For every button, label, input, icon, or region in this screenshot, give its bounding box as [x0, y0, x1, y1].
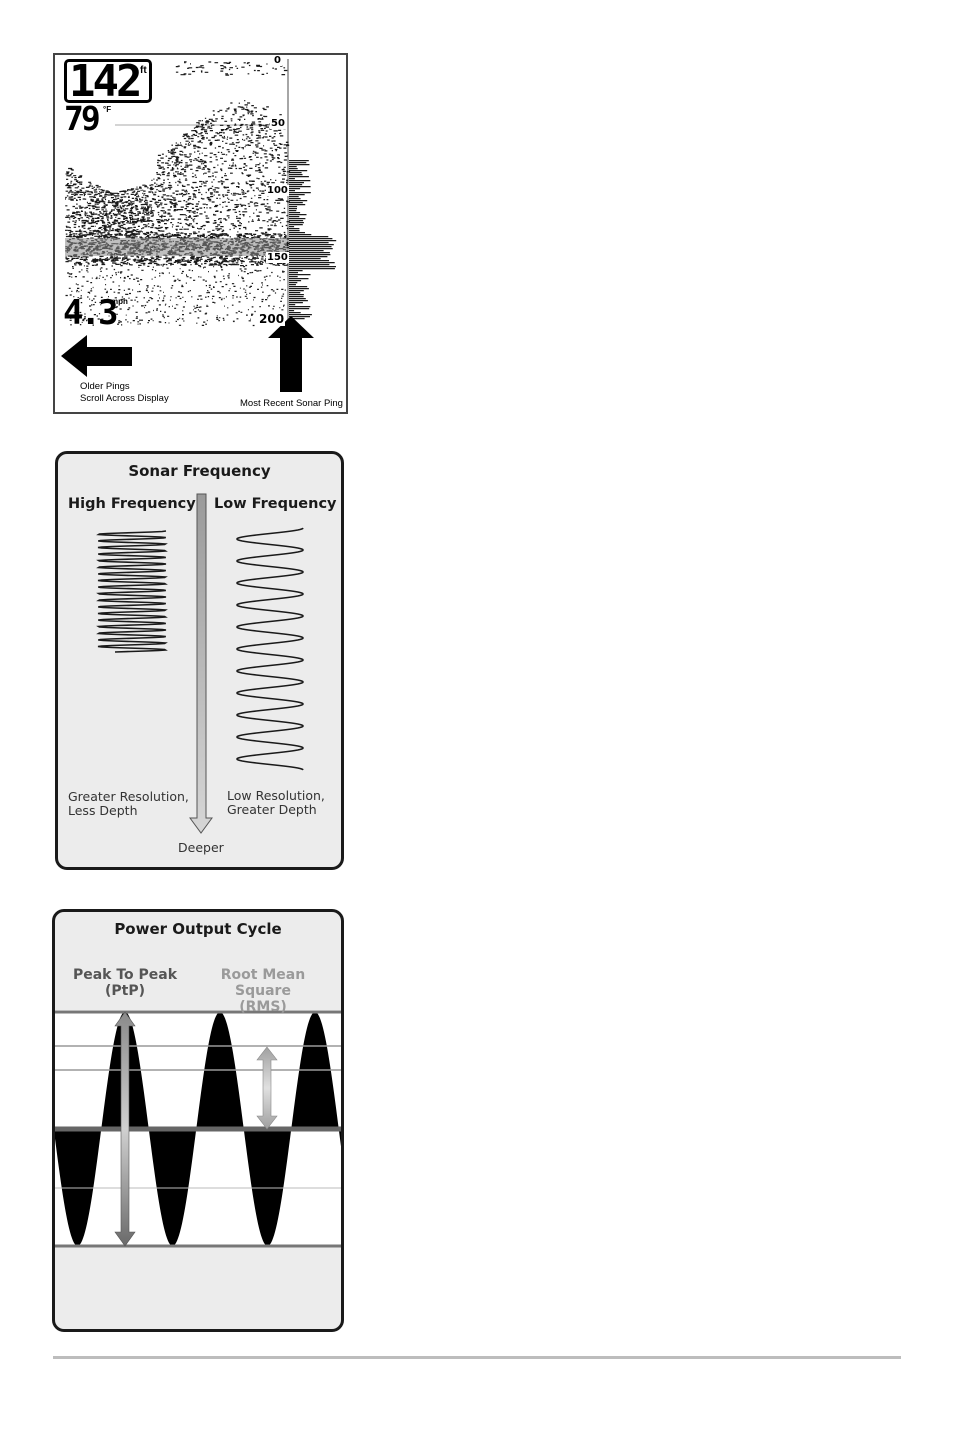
- rms-label: [191, 967, 335, 1015]
- depth-tick-150: 150: [267, 252, 288, 263]
- rms-label-line2: (RMS): [239, 999, 287, 1015]
- sonar-display-panel: [53, 53, 348, 414]
- depth-tick-50: 50: [271, 118, 285, 129]
- low-frequency-label: Low Frequency: [214, 496, 337, 512]
- peak-to-peak-label-line1: Peak To Peak: [72, 967, 178, 983]
- power-output-title: Power Output Cycle: [114, 920, 282, 938]
- high-frequency-label: High Frequency: [68, 496, 196, 512]
- depth-unit: ft: [140, 65, 147, 76]
- high-frequency-description: [68, 790, 189, 818]
- older-pings-caption-line2: Scroll Across Display: [80, 393, 169, 404]
- depth-readout-box: [64, 56, 152, 107]
- up-arrow-icon: [268, 316, 314, 392]
- left-arrow-icon: [61, 335, 132, 377]
- deeper-arrow-icon: [190, 494, 212, 833]
- low-frequency-wave: [237, 528, 303, 770]
- depth-tick-100: 100: [267, 185, 288, 196]
- speed-value: 4.3: [63, 293, 116, 333]
- bottom-band: [65, 238, 287, 256]
- older-pings-caption: [80, 381, 169, 405]
- peak-to-peak-label-line2: (PtP): [104, 983, 145, 999]
- sonar-frequency-panel: [55, 451, 344, 870]
- depth-tick-200: 200: [259, 312, 285, 326]
- temperature-value: 79: [64, 99, 98, 138]
- footer-rule: [53, 1356, 901, 1359]
- peak-to-peak-label: [65, 967, 185, 999]
- recent-ping-caption: Most Recent Sonar Ping: [240, 398, 343, 409]
- older-pings-caption-line1: Older Pings: [80, 381, 130, 392]
- low-frequency-description-line1: Low Resolution,: [227, 788, 325, 803]
- low-frequency-description: [227, 789, 325, 817]
- high-frequency-description-line1: Greater Resolution,: [68, 789, 189, 804]
- low-frequency-description-line2: Greater Depth: [227, 802, 317, 817]
- rms-label-line1: Root Mean Square: [220, 967, 306, 999]
- power-output-panel: [52, 909, 344, 1332]
- temperature-unit: °F: [103, 105, 112, 114]
- deeper-label: Deeper: [178, 840, 224, 855]
- sonar-frequency-title: Sonar Frequency: [128, 462, 271, 480]
- depth-tick-0: 0: [274, 55, 281, 66]
- high-frequency-wave: [98, 531, 166, 652]
- sonar-echo-graphic: [55, 55, 346, 412]
- high-frequency-description-line2: Less Depth: [68, 803, 138, 818]
- speed-unit: mph: [111, 297, 128, 306]
- depth-value: 142: [69, 56, 140, 107]
